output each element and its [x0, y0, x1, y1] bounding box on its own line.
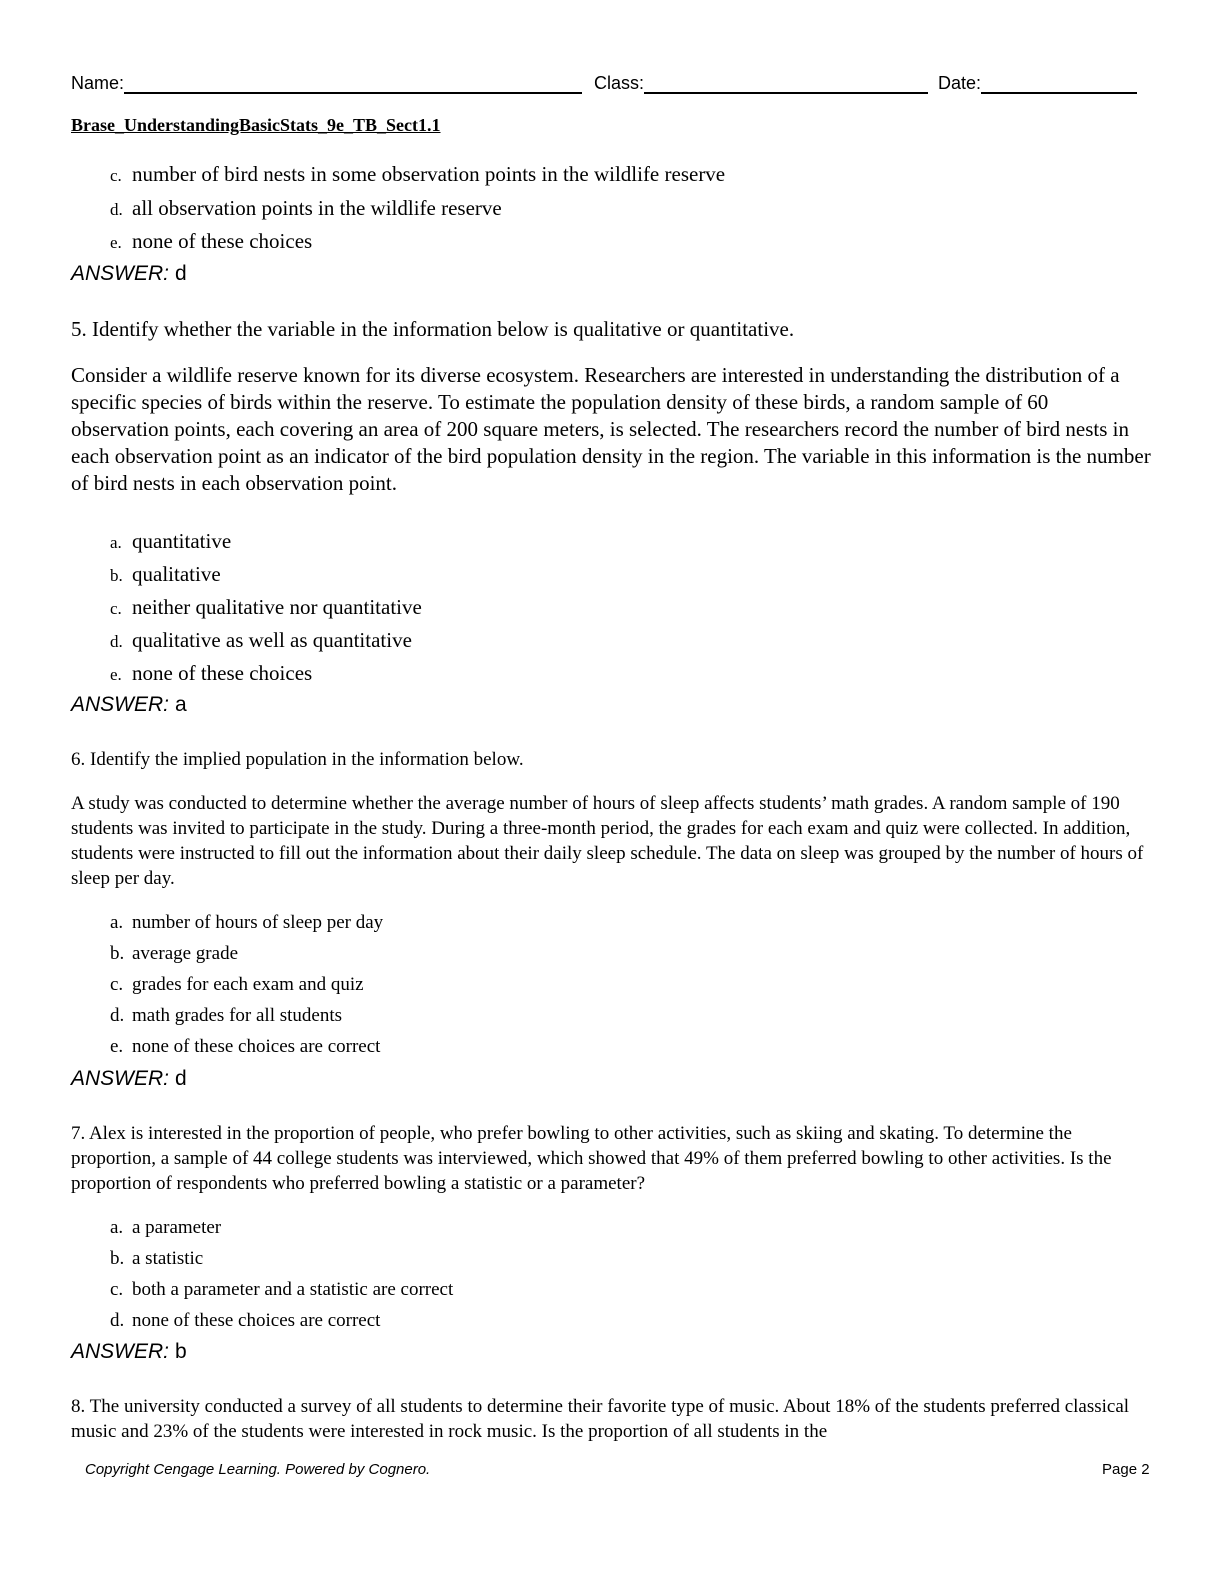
option-text: qualitative as well as quantitative: [132, 628, 412, 652]
answer-value: d: [175, 1067, 187, 1090]
class-blank-line: [644, 72, 928, 94]
q4-option-e: [110, 229, 312, 254]
q5-option-a: [110, 529, 231, 554]
name-blank-line: [124, 72, 582, 94]
q6-answer: [71, 1067, 187, 1091]
q5-passage: Consider a wildlife reserve known for its diverse ecosystem. Researchers are interested in understanding the distribution of a specific species of birds within the reserve. To estimate the population density of these birds, a random sample of 60 observation points, each covering an area of 200 square meters, is selected. The researchers record the number of bird nests in each observation point as an indicator of the bird population density in the region. The variable in this information is the number of bird nests in each observation point.: [71, 363, 1151, 495]
option-letter: b.: [110, 1248, 125, 1269]
q4-answer: [71, 262, 187, 286]
q5-option-d: [110, 628, 412, 653]
q6-prompt: 6. Identify the implied population in the information below.: [71, 749, 524, 770]
q6-option-a: [110, 912, 383, 934]
q5-option-b: [110, 562, 221, 587]
option-letter: e.: [110, 233, 122, 252]
option-text: math grades for all students: [132, 1005, 343, 1026]
option-letter: b.: [110, 566, 123, 585]
date-label: Date:: [938, 73, 982, 93]
option-letter: a.: [110, 1217, 124, 1238]
answer-value: a: [175, 693, 187, 716]
q7-option-a: [110, 1217, 221, 1239]
option-text: qualitative: [132, 562, 221, 586]
option-letter: d.: [110, 1310, 125, 1331]
option-text: neither qualitative nor quantitative: [132, 595, 422, 619]
option-text: all observation points in the wildlife reserve: [132, 196, 502, 220]
date-blank-line: [981, 72, 1137, 94]
q5-option-e: [110, 661, 312, 686]
name-label: Name:: [71, 73, 125, 93]
option-text: none of these choices: [132, 661, 313, 685]
class-field: [594, 72, 928, 98]
answer-value: b: [175, 1340, 187, 1363]
q4-option-c: [110, 162, 725, 187]
option-text: both a parameter and a statistic are correct: [132, 1279, 454, 1300]
option-text: grades for each exam and quiz: [132, 974, 364, 995]
answer-label: ANSWER:: [71, 693, 170, 716]
q6-option-b: [110, 943, 238, 965]
q6-option-e: [110, 1036, 380, 1058]
option-letter: c.: [110, 599, 122, 618]
option-text: a statistic: [132, 1248, 204, 1269]
date-field: [938, 72, 1137, 98]
option-text: none of these choices: [132, 229, 313, 253]
option-text: none of these choices are correct: [132, 1310, 381, 1331]
q4-option-d: [110, 196, 502, 221]
q5-prompt: 5. Identify whether the variable in the information below is qualitative or quantitative.: [71, 317, 795, 341]
document-title: Brase_UnderstandingBasicStats_9e_TB_Sect1.1: [71, 115, 441, 135]
option-letter: b.: [110, 943, 125, 964]
q8-prompt: 8. The university conducted a survey of all students to determine their favorite type of music. About 18% of the students preferred classical music and 23% of the students were interested in rock music. Is the proportion of all students in the: [71, 1396, 1130, 1442]
option-letter: e.: [110, 665, 122, 684]
answer-label: ANSWER:: [71, 1340, 170, 1363]
q7-prompt: 7. Alex is interested in the proportion of people, who prefer bowling to other activities, such as skiing and skating. To determine the proportion, a sample of 44 college students was interviewed, which showed that 49% of them preferred bowling to other activities. Is the proportion of respondents who preferred bowling a statistic or a parameter?: [71, 1123, 1112, 1194]
option-letter: a.: [110, 912, 124, 933]
q7-option-c: [110, 1279, 453, 1301]
option-text: average grade: [132, 943, 239, 964]
option-text: number of hours of sleep per day: [132, 912, 384, 933]
q7-option-b: [110, 1248, 203, 1270]
option-letter: c.: [110, 166, 122, 185]
footer-page-number: Page 2: [1102, 1461, 1150, 1478]
q6-option-c: [110, 974, 364, 996]
option-text: none of these choices are correct: [132, 1036, 381, 1057]
option-letter: d.: [110, 632, 123, 651]
option-letter: d.: [110, 200, 123, 219]
option-text: quantitative: [132, 529, 232, 553]
answer-value: d: [175, 262, 187, 285]
name-field: [71, 72, 582, 98]
q5-answer: [71, 693, 187, 717]
option-letter: d.: [110, 1005, 125, 1026]
option-letter: a.: [110, 533, 122, 552]
option-letter: c.: [110, 1279, 124, 1300]
option-letter: e.: [110, 1036, 124, 1057]
answer-label: ANSWER:: [71, 262, 170, 285]
q7-option-d: [110, 1310, 380, 1332]
q5-option-c: [110, 595, 422, 620]
footer-copyright: Copyright Cengage Learning. Powered by Cognero.: [85, 1461, 431, 1478]
class-label: Class:: [594, 73, 645, 93]
q7-answer: [71, 1340, 187, 1364]
option-text: number of bird nests in some observation points in the wildlife reserve: [132, 162, 726, 186]
option-letter: c.: [110, 974, 124, 995]
q6-option-d: [110, 1005, 342, 1027]
q6-passage: A study was conducted to determine whether the average number of hours of sleep affects students’ math grades. A random sample of 190 students was invited to participate in the study. During a three-month period, the grades for each exam and quiz were collected. In addition, students were instructed to fill out the information about their daily sleep schedule. The data on sleep was grouped by the number of hours of sleep per day.: [71, 793, 1144, 889]
option-text: a parameter: [132, 1217, 222, 1238]
answer-label: ANSWER:: [71, 1067, 170, 1090]
